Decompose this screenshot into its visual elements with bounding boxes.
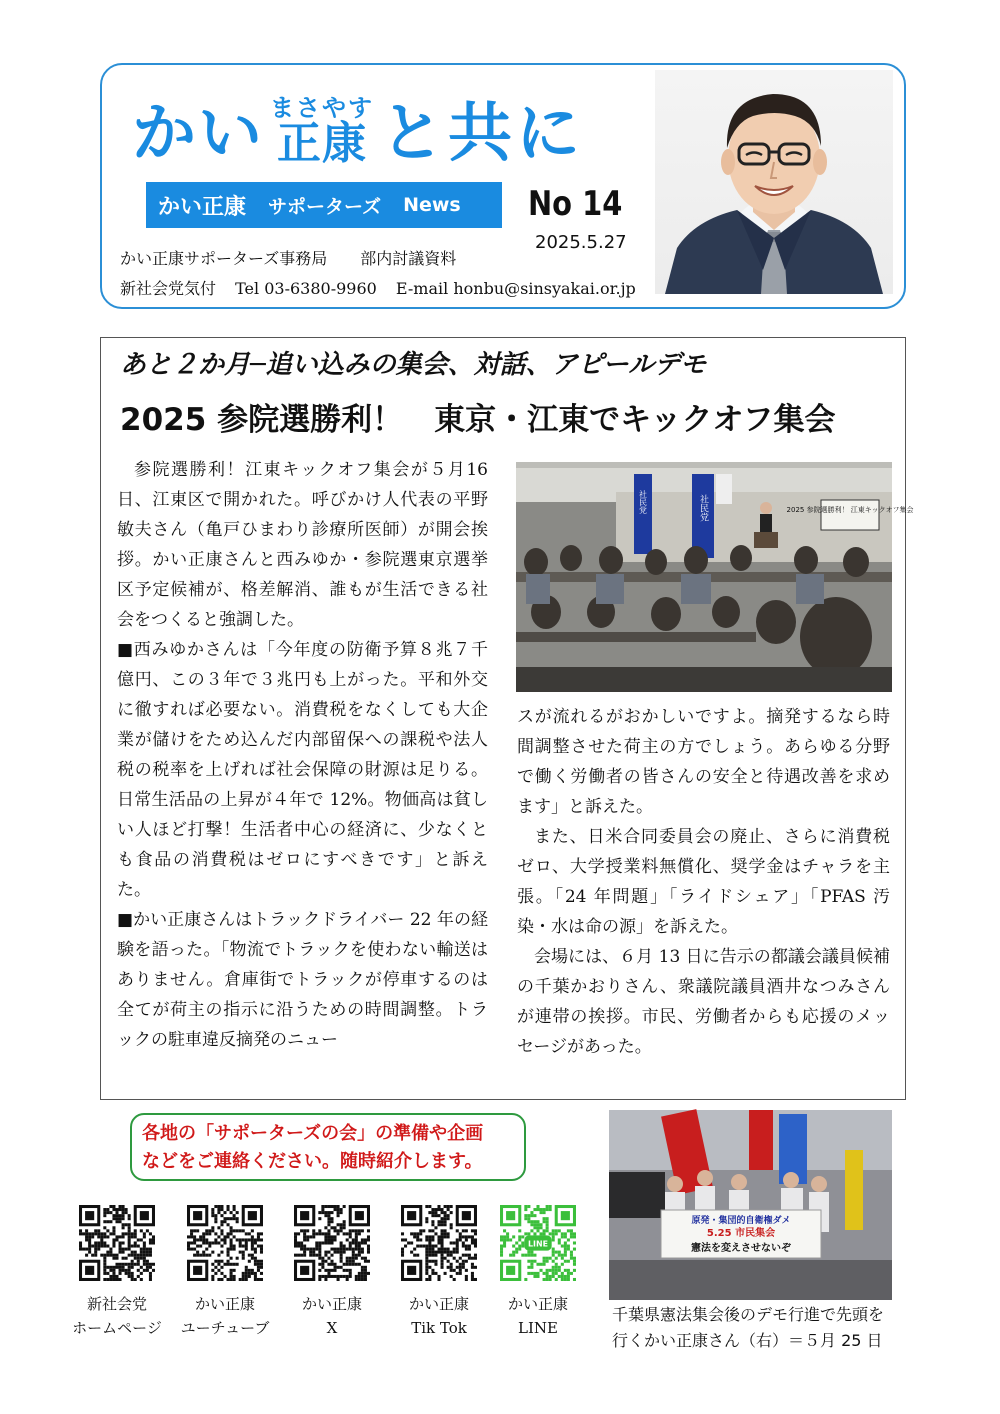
notice-line: などをご連絡ください。随時紹介します。 xyxy=(142,1151,483,1172)
demo-caption-line: 千葉県憲法集会後のデモ行進で先頭を xyxy=(612,1305,885,1324)
title-tomo: と共に xyxy=(380,97,584,171)
qr-code-icon[interactable] xyxy=(187,1205,263,1281)
photo-sign-1: 社民党 xyxy=(638,490,648,514)
news-bar-supporters: サポーターズ xyxy=(268,195,382,218)
candidate-portrait xyxy=(655,70,893,294)
email-address: E-mail honbu@sinsyakai.or.jp xyxy=(395,279,636,298)
photo-sign-2: 社民党 xyxy=(698,494,708,522)
article-paragraph: また、日米合同委員会の廃止、さらに消費税ゼロ、大学授業料無償化、奨学金はチャラを主張。「24 年問題」「ライドシェア」「PFAS 汚染・水は命の源」を訴えた。 xyxy=(517,827,890,937)
article-headline: 2025 参院選勝利！ 東京・江東でキックオフ集会 xyxy=(120,402,836,438)
demo-banner-2: 5.25 市民集会 xyxy=(706,1228,776,1239)
photo-banner-text: 2025 参院選勝利！ 江東キックオフ集会 xyxy=(786,506,914,514)
doc-type: 部内討議資料 xyxy=(360,249,457,268)
demo-caption xyxy=(612,1302,912,1354)
office-line xyxy=(120,246,456,269)
demo-banner-3: 憲法を変えさせないぞ xyxy=(691,1243,791,1254)
party-name: 新社会党気付 xyxy=(120,279,217,298)
qr-code-icon[interactable] xyxy=(401,1205,477,1281)
notice-line: 各地の「サポーターズの会」の準備や企画 xyxy=(142,1123,484,1144)
notice-box xyxy=(130,1113,526,1181)
article-paragraph: ■かい正康さんはトラックドライバー 22 年の経験を語った。「物流でトラックを使わない輸送はありません。倉庫街でトラックが停車するのは全てが荷主の指示に沿うための時間調整。トラックの駐車違反摘発のニュー xyxy=(117,910,488,1050)
article-paragraph: ■西みゆかさんは「今年度の防衛予算８兆７千億円、この３年で３兆円も上がった。平和外交に徹すれば必要ない。消費税をなくしても大企業が儲けをため込んだ内部留保への課税や法人税の税率を上げれば社会保障の財源は足りる。日常生活品の上昇が４年で 12%。物価高は貧しい人ほど打撃！生活者中心の経済に、少なくとも食品の消費税はゼロにすべきです」と訴えた。 xyxy=(117,640,488,900)
issue-date: 2025.5.27 xyxy=(535,232,627,253)
title-ruby: まさやす xyxy=(270,94,374,122)
line-qr-code-icon[interactable] xyxy=(500,1205,576,1281)
qr-code-icon[interactable] xyxy=(79,1205,155,1281)
article-left-column xyxy=(117,455,488,1055)
demo-banner-1: 原発・集団的自衛権ダメ xyxy=(691,1216,791,1226)
qr-label-line: かい正康 LINE xyxy=(507,1295,568,1337)
news-bar xyxy=(146,182,502,228)
title-name-group xyxy=(270,94,374,169)
qr-label-homepage: 新社会党 ホームページ xyxy=(72,1295,162,1337)
event-photo xyxy=(516,462,914,692)
issue-number: No 14 xyxy=(528,184,623,224)
news-bar-news: News xyxy=(403,194,461,216)
title-kai: かい xyxy=(132,97,264,171)
qr-label-x: かい正康 X xyxy=(301,1295,362,1337)
article-paragraph: スが流れるがおかしいですよ。摘発するなら時間調整させた荷主の方でしょう。あらゆる分野で働く労働者の皆さんの安全と待遇改善を求めます」と訴えた。 xyxy=(517,707,890,817)
article-right-column xyxy=(517,702,890,1062)
article-paragraph: 会場には、６月 13 日に告示の都議会議員候補の千葉かおりさん、衆議院議員酒井なつみさんが連帯の挨拶。市民、労働者からも応援のメッセージがあった。 xyxy=(517,947,890,1057)
demo-photo xyxy=(609,1110,892,1300)
line-badge-text: LINE xyxy=(528,1239,548,1249)
demo-caption-line: 行くかい正康さん（右）＝５月 25 日 xyxy=(612,1331,883,1350)
article-kicker: あと２か月─追い込みの集会、対話、アピールデモ xyxy=(120,350,707,380)
tel-number: Tel 03-6380-9960 xyxy=(235,279,377,298)
office-name: かい正康サポーターズ事務局 xyxy=(120,249,328,268)
title-name: 正康 xyxy=(277,118,367,169)
qr-code-icon[interactable] xyxy=(294,1205,370,1281)
qr-label-youtube: かい正康 ユーチューブ xyxy=(180,1295,270,1337)
qr-label-tiktok: かい正康 Tik Tok xyxy=(408,1295,469,1337)
news-bar-name: かい正康 xyxy=(158,194,247,220)
masthead-title xyxy=(132,86,584,171)
contact-line xyxy=(120,276,636,299)
article-paragraph: 参院選勝利！江東キックオフ集会が５月16 日、江東区で開かれた。呼びかけ人代表の平野敏夫さん（亀戸ひまわり診療所医師）が開会挨拶。かい正康さんと西みゆか・参院選東京選挙区予定候補が、格差解消、誰もが生活できる社会をつくると強調した。 xyxy=(117,460,488,630)
